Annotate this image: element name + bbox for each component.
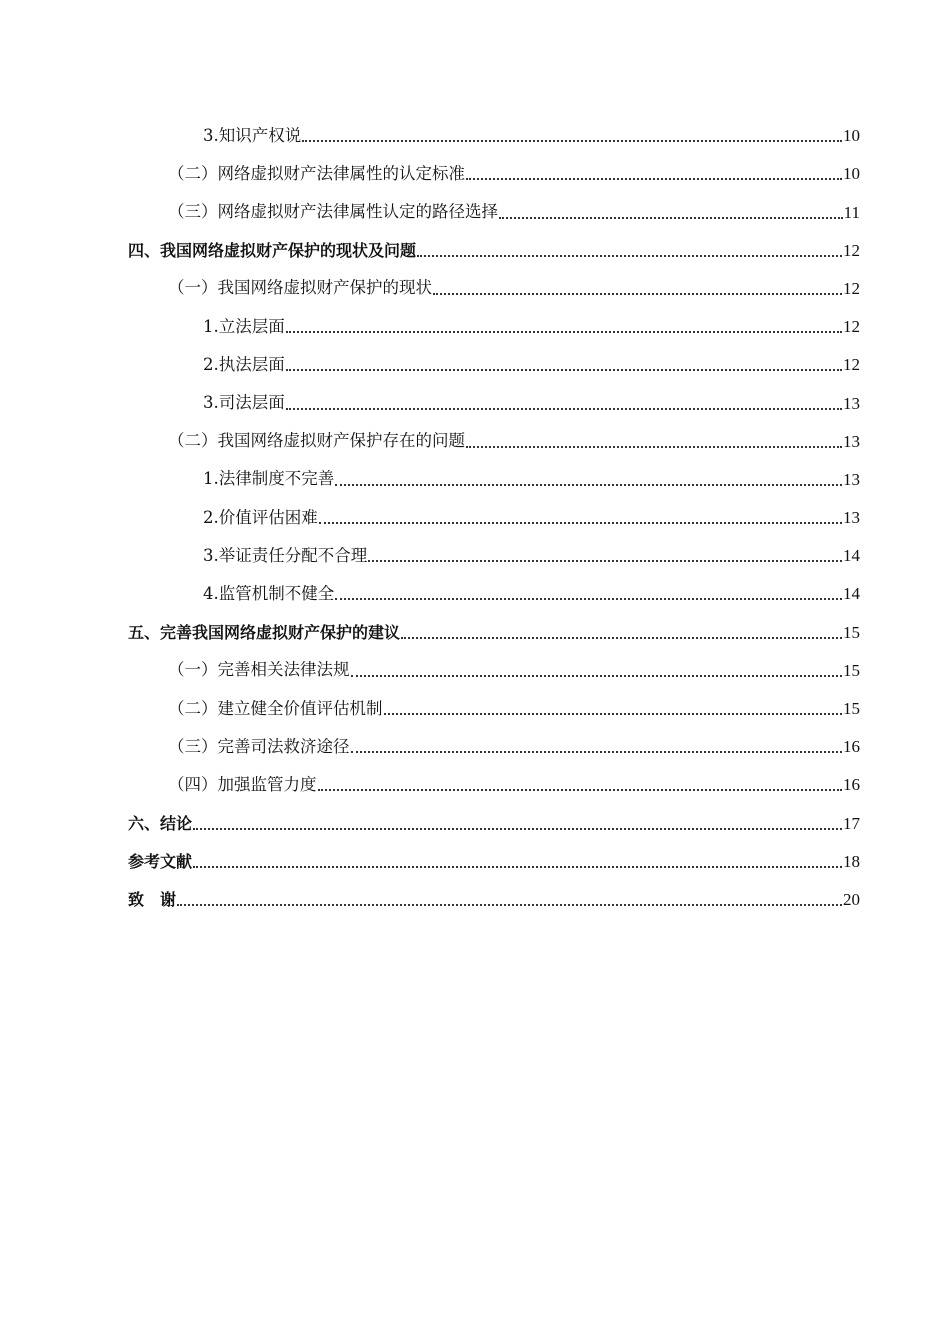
- toc-entry: [128, 719, 860, 757]
- toc-entry-label: 四、我国网络虚拟财产保护的现状及问题: [128, 240, 417, 260]
- toc-entry: [128, 566, 860, 604]
- toc-page-number: 16: [843, 775, 860, 795]
- toc-entry: [128, 108, 860, 146]
- toc-entry-label: （四）加强监管力度: [168, 774, 317, 794]
- table-of-contents: [128, 108, 860, 910]
- toc-dot-leader: [335, 598, 842, 600]
- toc-dot-leader: [193, 866, 842, 868]
- toc-page-number: 15: [843, 660, 860, 680]
- toc-entry-label: 3.司法层面: [203, 393, 285, 412]
- toc-dot-leader: [417, 255, 842, 257]
- toc-entry: [128, 299, 860, 337]
- toc-page-number: 12: [843, 240, 860, 260]
- toc-entry: [128, 528, 860, 566]
- toc-entry: [128, 146, 860, 184]
- toc-entry-label: 4.监管机制不健全: [203, 583, 335, 603]
- toc-dot-leader: [286, 408, 842, 410]
- toc-entry-label: （三）网络虚拟财产法律属性认定的路径选择: [168, 202, 498, 222]
- toc-entry-label: （三）完善司法救济途径: [168, 736, 350, 756]
- toc-dot-leader: [433, 293, 842, 295]
- toc-dot-leader: [384, 713, 843, 715]
- toc-entry: [128, 490, 860, 528]
- toc-entry: [128, 223, 860, 261]
- toc-page-number: 15: [843, 622, 860, 642]
- toc-entry-label: 1.法律制度不完善: [203, 469, 335, 489]
- toc-dot-leader: [368, 560, 842, 562]
- toc-page-number: 20: [843, 889, 860, 909]
- toc-dot-leader: [319, 522, 842, 524]
- toc-page-number: 13: [843, 469, 860, 489]
- toc-entry-label: 3.举证责任分配不合理: [203, 545, 368, 565]
- toc-entry-label: 1.立法层面: [203, 316, 285, 336]
- toc-page-number: 13: [843, 508, 860, 528]
- toc-entry-label: （一）我国网络虚拟财产保护的现状: [168, 278, 432, 298]
- toc-page-number: 10: [843, 164, 860, 184]
- toc-entry: [128, 757, 860, 795]
- toc-dot-leader: [177, 904, 842, 906]
- toc-page-number: 12: [843, 317, 860, 337]
- toc-entry: [128, 184, 860, 222]
- toc-dot-leader: [193, 828, 842, 830]
- toc-entry: [128, 681, 860, 719]
- toc-page-number: 13: [843, 393, 860, 413]
- toc-dot-leader: [351, 675, 843, 677]
- toc-entry: [128, 795, 860, 833]
- toc-entry-label: （二）网络虚拟财产法律属性的认定标准: [168, 163, 465, 183]
- toc-dot-leader: [286, 369, 842, 371]
- toc-page-number: 12: [843, 355, 860, 375]
- toc-entry: [128, 643, 860, 681]
- toc-page-number: 14: [843, 546, 860, 566]
- toc-entry: [128, 452, 860, 490]
- toc-page-number: 11: [843, 202, 860, 222]
- toc-entry-label: 参考文献: [128, 851, 193, 871]
- toc-dot-leader: [286, 331, 842, 333]
- toc-page-number: 15: [843, 699, 860, 718]
- toc-entry-label: （二）建立健全价值评估机制: [168, 698, 383, 718]
- toc-page-number: 14: [843, 584, 860, 604]
- toc-page-number: 17: [843, 813, 860, 833]
- toc-entry: [128, 604, 860, 642]
- toc-dot-leader: [335, 484, 842, 486]
- toc-entry-label: 致 谢: [128, 889, 177, 909]
- toc-entry-label: 2.执法层面: [203, 354, 285, 374]
- toc-entry-label: 五、完善我国网络虚拟财产保护的建议: [128, 622, 401, 642]
- toc-dot-leader: [351, 751, 843, 753]
- toc-page-number: 10: [843, 126, 860, 146]
- toc-dot-leader: [318, 789, 843, 791]
- toc-entry: [128, 872, 860, 910]
- toc-entry: [128, 375, 860, 413]
- toc-entry: [128, 261, 860, 299]
- toc-entry-label: 3.知识产权说: [203, 125, 302, 145]
- toc-dot-leader: [466, 446, 842, 448]
- toc-page-number: 13: [843, 431, 860, 451]
- toc-entry: [128, 337, 860, 375]
- toc-entry-label: 六、结论: [128, 813, 193, 833]
- toc-entry-label: 2.价值评估困难: [203, 507, 318, 527]
- toc-page-number: 18: [843, 851, 860, 871]
- toc-entry: [128, 834, 860, 872]
- toc-page-number: 12: [843, 278, 860, 298]
- toc-dot-leader: [401, 637, 842, 639]
- toc-entry-label: （二）我国网络虚拟财产保护存在的问题: [168, 431, 465, 451]
- toc-dot-leader: [302, 140, 842, 142]
- toc-dot-leader: [499, 217, 843, 219]
- toc-page-number: 16: [843, 737, 860, 757]
- toc-dot-leader: [466, 178, 842, 180]
- toc-entry: [128, 414, 860, 452]
- toc-entry-label: （一）完善相关法律法规: [168, 660, 350, 680]
